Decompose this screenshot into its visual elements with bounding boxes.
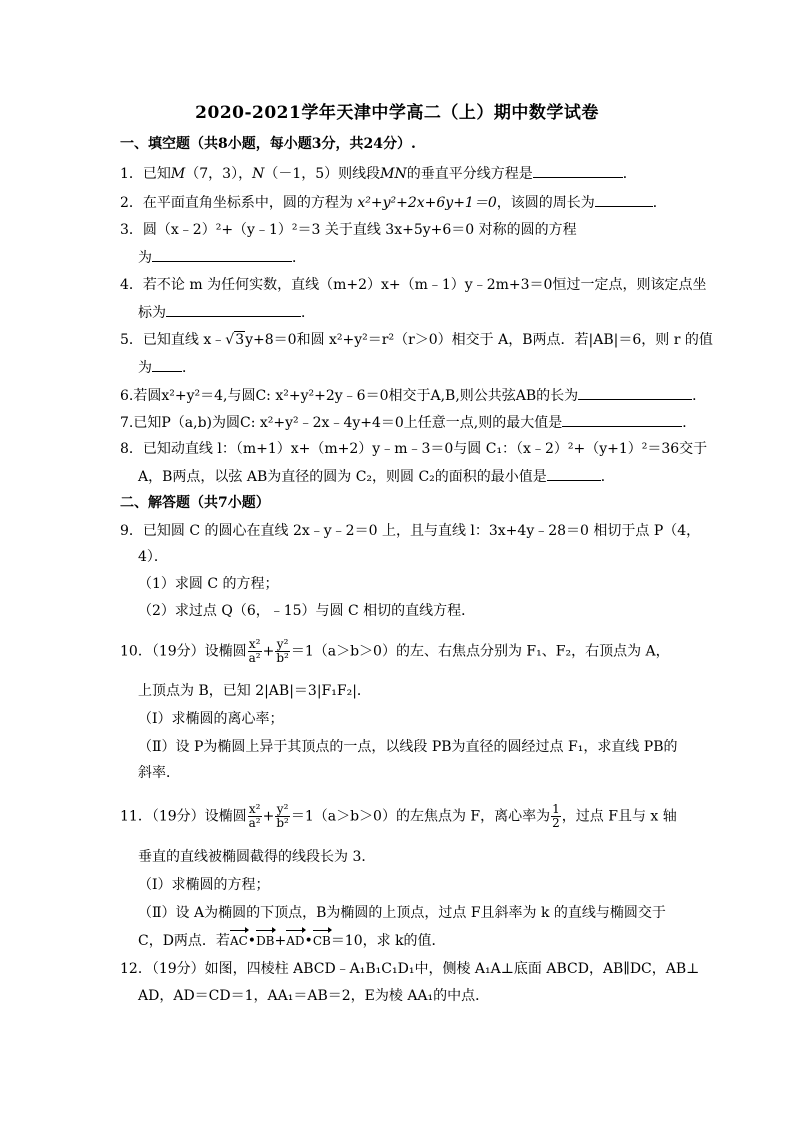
question-12-line-1: 12．（19分）如图，四棱柱 ABCD﹣A₁B₁C₁D₁中，侧棱 A₁A⊥底面 ABCD，AB∥DC，AB⊥ [120,961,700,977]
vector-db: DB [256,934,275,948]
vector-ac: AC [229,934,248,948]
question-9-line-2: 4）． [138,549,168,565]
question-1: 1．已知M（7，3），N（－1，5）则线段MN的垂直平分线方程是 ． [120,163,637,183]
question-6: 6.若圆x²+y²＝4,与圆C: x²+y²+2y﹣6＝0相交于A,B,则公共弦AB的长为 ． [120,385,706,405]
question-8-line-2: A，B两点，以弦 AB为直径的圆为 C₂，则圆 C₂的面积的最小值是 ． [138,466,615,486]
question-10-line-2: 上顶点为 B，已知 2|AB|＝3|F₁F₂|． [138,683,371,699]
question-8-line-1: 8．已知动直线 l：（m+1）x+（m+2）y﹣m﹣3＝0与圆 C₁：（x﹣2）²+（y+1）²＝36交于 [120,441,708,457]
question-11-part-1: （Ⅰ）求椭圆的方程； [138,877,270,893]
question-4-line-2: 标为 ． [138,302,315,322]
question-11-part-2-cont: C，D两点．若AC•DB+AD•CB＝10，求 k的值． [138,933,446,949]
fraction-x2-a2: $\frac{\text{x²}}{\text{a²}}$ [248,637,261,665]
answer-blank [547,466,601,481]
fraction-x2-a2: $\frac{\text{x²}}{\text{a²}}$ [248,802,261,830]
answer-blank [152,357,182,372]
question-5-line-2: 为 ． [138,357,196,377]
question-5-line-1: 5．已知直线 x﹣√3y+8＝0和圆 x²+y²＝r²（r＞0）相交于 A，B两点．若|AB|＝6，则 r 的值 [120,332,713,348]
question-7: 7.已知P（a,b)为圆C: x²+y²﹣2x﹣4y+4＝0上任意一点,则的最大值是 ． [120,412,696,432]
answer-blank [533,163,623,178]
question-9-line-1: 9．已知圆 C 的圆心在直线 2x﹣y﹣2＝0 上，且与直线 l：3x+4y﹣28＝0 相切于点 P（4， [120,523,701,539]
question-3-line-1: 3．圆（x﹣2）²+（y﹣1）²＝3 关于直线 3x+5y+6＝0 对称的圆的方程 [120,222,577,238]
answer-blank [152,247,292,262]
question-4-line-1: 4．若不论 m 为任何实数，直线（m+2）x+（m﹣1）y﹣2m+3＝0恒过一定点，则该定点坐 [120,277,707,293]
question-12-line-2: AD，AD＝CD＝1，AA₁＝AB＝2，E为棱 AA₁的中点． [138,988,490,1004]
answer-blank [595,192,653,207]
vector-cb: CB [312,934,331,948]
question-10-line-1: 10．（19分）设椭圆 $\frac{\text{x²}}{\text{a²}}$ + $\frac{\text{y²}}{\text{b²}}$ ＝1（a＞b＞0）的左、右焦点分别为 F₁、F₂，右顶点为 A， [120,637,670,665]
vector-ad: AD [286,934,305,948]
question-10-part-2-cont: 斜率． [138,765,180,781]
question-10-part-1: （Ⅰ）求椭圆的离心率； [138,711,284,727]
section-solution-heading: 二、解答题（共7小题） [120,495,270,511]
question-9-part-2: （2）求过点 Q（6，﹣15）与圆 C 相切的直线方程． [138,603,476,619]
answer-blank [166,302,301,317]
fraction-y2-b2: $\frac{\text{y²}}{\text{b²}}$ [276,802,289,830]
fraction-y2-b2: $\frac{\text{y²}}{\text{b²}}$ [276,637,289,665]
question-11-line-1: 11．（19分）设椭圆 $\frac{\text{x²}}{\text{a²}}$ + $\frac{\text{y²}}{\text{b²}}$ ＝1（a＞b＞0）的左焦点为 F，离心率为 $\frac{1}{2}$ ，过点 F且与 x 轴 [120,802,677,830]
question-11-part-2: （Ⅱ）设 A为椭圆的下顶点，B为椭圆的上顶点，过点 F且斜率为 k 的直线与椭圆交于 [138,905,666,921]
sqrt-symbol: √ [225,332,235,348]
section-fill-blank-heading: 一、填空题（共8小题，每小题3分，共24分）. [120,136,416,152]
question-11-line-2: 垂直的直线被椭圆截得的线段长为 3． [138,849,376,865]
question-3-line-2: 为 ． [138,247,306,267]
question-9-part-1: （1）求圆 C 的方程； [138,576,279,592]
fraction-one-half: $\frac{1}{2}$ [552,802,560,830]
question-2: 2．在平面直角坐标系中，圆的方程为 x²+y²+2x+6y+1＝0，该圆的周长为 ． [120,192,667,212]
question-10-part-2: （Ⅱ）设 P为椭圆上异于其顶点的一点，以线段 PB为直径的圆经过点 F₁，求直线 PB的 [138,739,678,755]
answer-blank [578,385,692,400]
page-title: 2020-2021学年天津中学高二（上）期中数学试卷 [195,103,599,123]
answer-blank [562,412,682,427]
